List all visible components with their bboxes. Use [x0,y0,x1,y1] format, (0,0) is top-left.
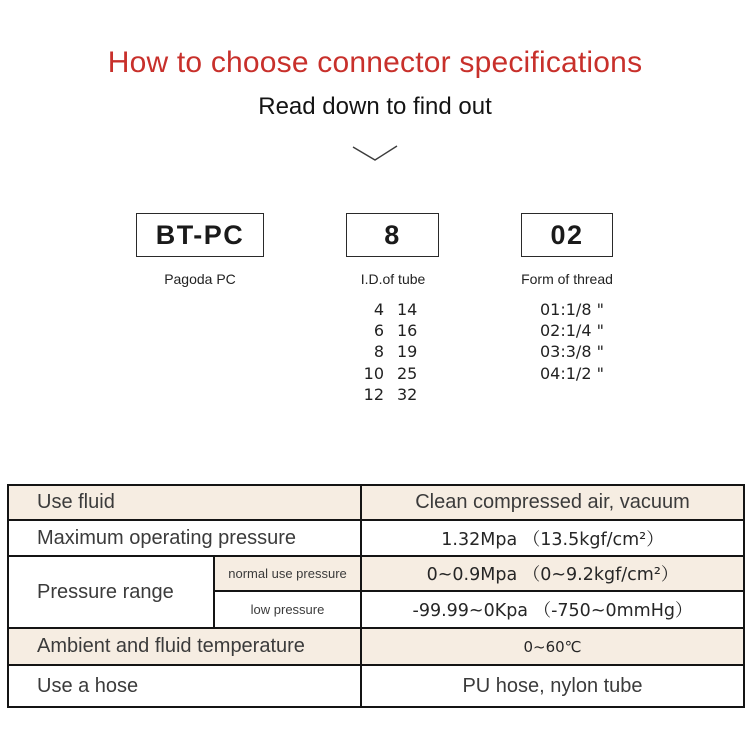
low-pressure-value: -99.99~0Kpa （-750~0mmHg） [412,601,693,621]
thread-option: 04:1/2 " [540,363,604,383]
code-label-thread: Form of thread [521,271,613,287]
spec-row-use-fluid-label [9,486,362,521]
page-subtitle: Read down to find out [258,93,492,120]
thread-option: 01:1/8 " [540,300,604,319]
normal-pressure-label: normal use pressure [228,566,347,581]
spec-row-max-pressure-value [362,521,743,557]
tube-id-large: 25 [397,363,418,383]
spec-row-max-pressure-label [9,521,362,557]
spec-row-use-fluid-value [362,486,743,521]
code-box-thread [521,213,613,257]
code-tube-id: 8 [384,219,401,250]
code-label-tube-id: I.D.of tube [360,271,426,287]
spec-table [7,484,745,708]
tube-id-option [357,363,431,384]
code-box-series [136,213,264,257]
tube-id-small: 6 [373,321,384,341]
tube-id-option [357,384,431,405]
hose-value: PU hose, nylon tube [462,674,643,697]
spec-row-temperature-label [9,629,362,666]
code-box-tube-id [346,213,439,257]
hose-label: Use a hose [37,674,139,697]
spec-row-hose-value [362,666,743,706]
use-fluid-label: Use fluid [37,491,115,513]
thread-option-list [540,299,604,384]
temperature-label: Ambient and fluid temperature [37,635,305,657]
page-title: How to choose connector specifications [107,46,643,79]
tube-id-option [357,341,431,362]
normal-pressure-value: 0~0.9Mpa （0~9.2kgf/cm²） [426,565,679,585]
tube-id-option [357,299,431,320]
tube-id-large: 16 [397,321,418,341]
tube-id-option-list [357,299,431,405]
temperature-value: 0~60℃ [523,637,582,656]
spec-row-pressure-range-label [9,557,215,629]
spec-subrow-normal-pressure-value [362,557,743,592]
code-thread: 02 [550,219,584,250]
max-pressure-value: 1.32Mpa （13.5kgf/cm²） [441,529,664,550]
tube-id-large: 32 [397,384,418,404]
spec-subrow-normal-pressure-label [215,557,362,592]
spec-row-temperature-value [362,629,743,666]
low-pressure-label: low pressure [250,602,325,617]
code-label-series: Pagoda PC [164,271,236,287]
spec-subrow-low-pressure-label [215,592,362,629]
tube-id-small: 12 [363,384,384,404]
tube-id-option [357,320,431,341]
spec-row-hose-label [9,666,362,706]
tube-id-small: 8 [373,342,384,362]
thread-option: 02:1/4 " [540,321,604,341]
tube-id-large: 19 [397,342,418,362]
chevron-down-icon [351,144,399,163]
spec-subrow-low-pressure-value [362,592,743,629]
thread-option: 03:3/8 " [540,342,604,362]
tube-id-small: 10 [363,363,384,383]
tube-id-large: 14 [397,300,418,319]
tube-id-small: 4 [373,300,384,319]
use-fluid-value: Clean compressed air, vacuum [415,491,690,513]
pressure-range-label: Pressure range [37,580,174,603]
max-pressure-label: Maximum operating pressure [37,526,296,549]
code-series: BT-PC [155,219,245,250]
